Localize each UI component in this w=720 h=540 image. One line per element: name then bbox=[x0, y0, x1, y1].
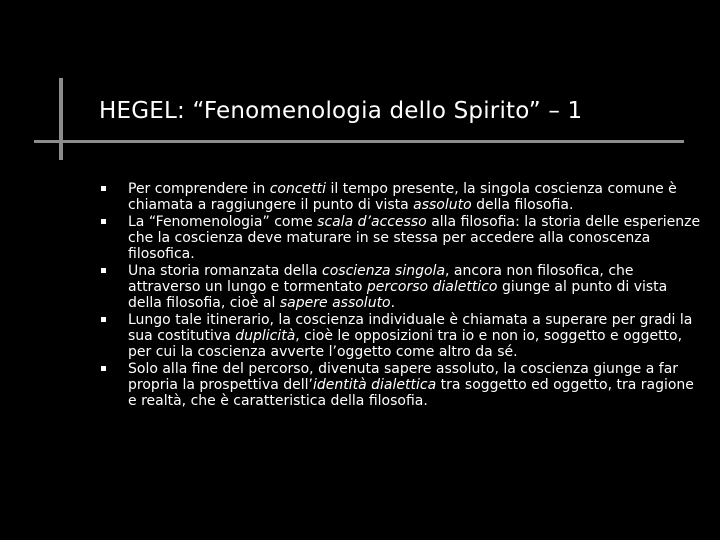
bullet-emphasis: sapere assoluto bbox=[279, 295, 391, 311]
bullet-text: della filosofia. bbox=[471, 197, 574, 213]
bullet-marker-icon bbox=[101, 268, 106, 273]
bullet-text: giunge al punto di vista della filosofia, cioè al bbox=[128, 279, 668, 311]
bullet-text: , ancora non filosofica, che attraverso un lungo e tormentato bbox=[128, 263, 634, 295]
bullet-emphasis: assoluto bbox=[413, 197, 472, 213]
horizontal-rule bbox=[34, 140, 684, 143]
bullet-text: Per comprendere in bbox=[128, 181, 270, 197]
bullet-emphasis: coscienza singola bbox=[322, 263, 446, 279]
bullet-text: tra soggetto ed oggetto, tra ragione e realtà, che è caratteristica della filosofia. bbox=[128, 377, 694, 409]
bullet-text: Una storia romanzata della bbox=[128, 263, 323, 279]
bullet-text: , cioè le opposizioni tra io e non io, soggetto e oggetto, per cui la coscienza avverte l’oggetto come altro da sé. bbox=[128, 328, 683, 360]
bullet-marker-icon bbox=[101, 317, 106, 322]
bullet-text: alla filosofia: la storia delle esperienze che la coscienza deve maturare in se stessa per accedere alla conoscenza filosofica. bbox=[128, 214, 701, 262]
bullet-item bbox=[101, 181, 701, 213]
bullet-emphasis: percorso dialettico bbox=[366, 279, 498, 295]
bullet-emphasis: identità dialettica bbox=[313, 377, 437, 393]
bullet-emphasis: concetti bbox=[269, 181, 327, 197]
slide-title: HEGEL: “Fenomenologia dello Spirito” – 1 bbox=[99, 98, 583, 124]
bullet-list bbox=[101, 181, 701, 410]
bullet-item bbox=[101, 214, 701, 262]
vertical-rule bbox=[59, 78, 63, 160]
bullet-marker-icon bbox=[101, 219, 106, 224]
bullet-item bbox=[101, 361, 701, 409]
bullet-text: . bbox=[390, 295, 396, 311]
bullet-emphasis: scala d’accesso bbox=[317, 214, 427, 230]
bullet-text: La “Fenomenologia” come bbox=[128, 214, 318, 230]
bullet-item bbox=[101, 263, 701, 311]
bullet-text: il tempo presente, la singola coscienza comune è chiamata a raggiungere il punto di vista bbox=[128, 181, 677, 213]
bullet-emphasis: duplicità bbox=[235, 328, 296, 344]
bullet-marker-icon bbox=[101, 366, 106, 371]
bullet-marker-icon bbox=[101, 186, 106, 191]
bullet-item bbox=[101, 312, 701, 360]
bullet-text: Solo alla fine del percorso, divenuta sapere assoluto, la coscienza giunge a far propria la prospettiva dell’ bbox=[128, 361, 679, 393]
bullet-text: Lungo tale itinerario, la coscienza individuale è chiamata a superare per gradi la sua costitutiva bbox=[128, 312, 693, 344]
